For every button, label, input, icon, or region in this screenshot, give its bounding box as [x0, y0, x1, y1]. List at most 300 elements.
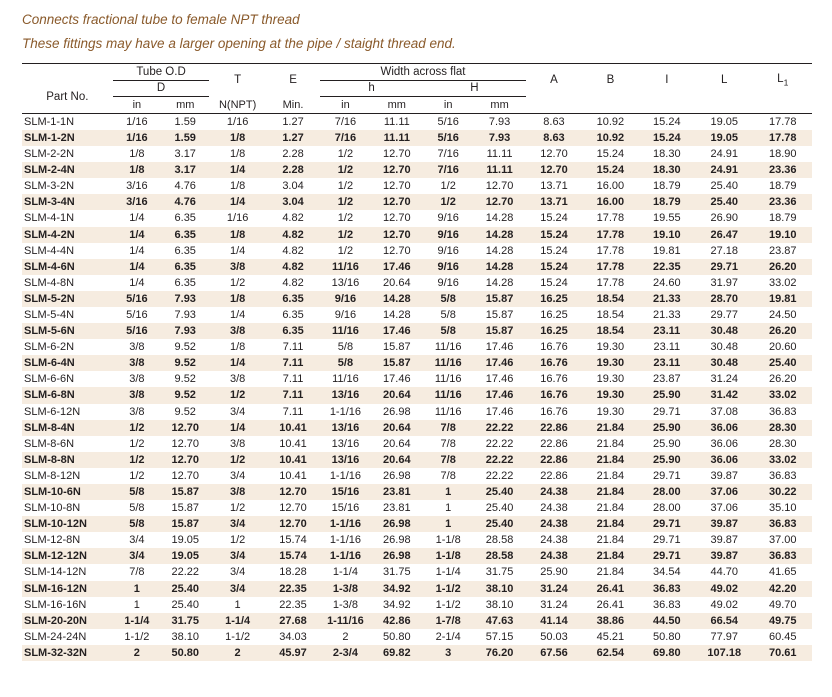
cell-a: 22.86: [540, 421, 568, 434]
cell-b: 21.84: [596, 518, 625, 531]
cell-l1: 18.79: [768, 212, 797, 225]
cell-l1: 17.78: [768, 115, 797, 128]
cell-H_mm: 12.70: [485, 180, 514, 193]
cell-h_in: 1/2: [337, 228, 354, 241]
table-row: [22, 323, 812, 339]
cell-H_in: 7/16: [437, 164, 459, 177]
cell-part-no: SLM-2-2N: [24, 148, 75, 161]
cell-a: 16.25: [540, 292, 568, 305]
cell-l1: 26.20: [768, 373, 797, 386]
cell-a: 67.56: [540, 646, 568, 659]
cell-H_in: 11/16: [434, 405, 462, 418]
cell-H_in: 11/16: [434, 389, 462, 402]
cell-h_in: 1-11/16: [327, 614, 364, 627]
cell-tube_in: 5/16: [126, 292, 148, 305]
cell-t: 1: [234, 598, 241, 611]
cell-l1: 23.36: [768, 164, 797, 177]
cell-H_in: 7/8: [440, 469, 456, 482]
cell-tube_in: 3/16: [126, 196, 148, 209]
cell-e: 3.04: [282, 196, 304, 209]
cell-tube_in: 1/4: [129, 244, 145, 257]
header-unit-i: [639, 96, 695, 113]
cell-H_mm: 17.46: [485, 389, 514, 402]
cell-l: 25.40: [710, 196, 739, 209]
cell-H_mm: 11.11: [486, 164, 513, 177]
cell-l: 49.02: [710, 598, 739, 611]
cell-h_in: 1/2: [337, 212, 354, 225]
cell-l: 36.06: [710, 437, 739, 450]
cell-i: 28.00: [653, 486, 681, 498]
cell-h_mm: 14.28: [383, 308, 411, 321]
cell-a: 16.25: [540, 308, 568, 321]
cell-h_in: 13/16: [331, 437, 360, 450]
header-row-units: [22, 96, 812, 113]
cell-H_in: 11/16: [434, 373, 462, 386]
cell-H_in: 5/16: [437, 131, 459, 144]
cell-part-no: SLM-12-8N: [24, 534, 81, 547]
cell-H_mm: 22.22: [485, 437, 514, 450]
cell-l: 27.18: [710, 244, 739, 257]
cell-i: 23.11: [653, 341, 681, 354]
cell-l: 107.18: [707, 646, 742, 659]
cell-l: 28.70: [710, 292, 739, 305]
cell-part-no: SLM-8-12N: [24, 469, 81, 482]
cell-i: 36.83: [653, 582, 681, 595]
cell-tube_in: 5/16: [126, 325, 148, 338]
cell-h_mm: 12.70: [383, 196, 411, 209]
cell-h_in: 2-3/4: [332, 646, 358, 659]
cell-H_mm: 7.93: [488, 131, 511, 144]
cell-e: 4.82: [282, 244, 304, 257]
cell-b: 17.78: [596, 260, 625, 273]
cell-tube_in: 1-1/4: [124, 614, 150, 627]
cell-tube_in: 3/8: [129, 405, 145, 418]
cell-H_mm: 22.22: [485, 453, 514, 466]
table-row: [22, 516, 812, 532]
cell-a: 41.14: [540, 614, 568, 627]
cell-a: 12.70: [540, 148, 568, 161]
cell-tube_mm: 1.59: [174, 131, 196, 144]
header-d: D: [113, 80, 210, 96]
cell-H_mm: 57.15: [485, 630, 514, 643]
cell-l1: 36.83: [768, 550, 797, 563]
header-e: E: [266, 63, 320, 96]
cell-b: 26.41: [596, 582, 625, 595]
cell-l1: 36.83: [768, 405, 797, 418]
cell-part-no: SLM-3-2N: [24, 180, 75, 193]
cell-H_in: 7/8: [440, 453, 456, 466]
table-row: [22, 484, 812, 500]
cell-l1: 26.20: [768, 325, 797, 338]
cell-l1: 26.20: [768, 260, 797, 273]
cell-l: 44.70: [710, 566, 739, 579]
cell-e: 7.11: [282, 389, 304, 402]
cell-i: 21.33: [653, 308, 681, 321]
cell-l1: 30.22: [768, 486, 797, 498]
cell-l: 37.08: [710, 405, 739, 418]
cell-t: 3/4: [229, 405, 246, 418]
header-unit-h-mm: mm: [387, 98, 406, 111]
cell-H_in: 1/2: [440, 180, 456, 193]
header-blank-partno: [22, 63, 113, 80]
cell-t: 3/8: [229, 325, 246, 338]
cell-l1: 35.10: [768, 502, 797, 515]
cell-i: 25.90: [653, 389, 681, 402]
cell-part-no: SLM-4-2N: [24, 228, 75, 241]
cell-H_in: 11/16: [434, 357, 462, 370]
header-width-across-flat: Width across flat: [320, 63, 526, 80]
cell-part-no: SLM-2-4N: [24, 164, 75, 177]
cell-H_in: 11/16: [434, 341, 462, 354]
cell-tube_in: 1/8: [129, 148, 145, 161]
cell-l1: 25.40: [768, 357, 797, 370]
cell-b: 18.54: [596, 292, 625, 305]
cell-h_in: 1/2: [337, 196, 354, 209]
cell-i: 29.71: [653, 518, 681, 531]
cell-part-no: SLM-6-6N: [24, 373, 75, 386]
table-row: [22, 371, 812, 387]
cell-l1: 28.30: [768, 437, 797, 450]
cell-h_in: 1/2: [337, 148, 354, 161]
cell-e: 22.35: [279, 582, 307, 595]
cell-H_in: 7/8: [440, 437, 456, 450]
cell-b: 19.30: [596, 357, 625, 370]
table-row: [22, 597, 812, 613]
cell-l1: 23.36: [768, 196, 797, 209]
cell-i: 28.00: [653, 502, 681, 515]
header-b: B: [582, 63, 638, 96]
cell-H_mm: 28.58: [485, 550, 514, 563]
cell-tube_in: 5/8: [129, 502, 145, 515]
cell-part-no: SLM-8-8N: [24, 453, 75, 466]
cell-l1: 17.78: [768, 131, 797, 144]
cell-h_in: 2: [342, 630, 349, 643]
cell-H_mm: 15.87: [485, 292, 514, 305]
table-row: [22, 146, 812, 162]
cell-a: 16.76: [540, 373, 568, 386]
cell-tube_mm: 12.70: [171, 453, 199, 466]
cell-H_mm: 17.46: [485, 405, 514, 418]
cell-h_mm: 11.11: [383, 115, 410, 128]
header-unit-e: Min.: [282, 98, 304, 111]
header-l1: [753, 63, 812, 96]
cell-tube_mm: 9.52: [174, 373, 196, 386]
cell-e: 6.35: [282, 292, 304, 305]
table-row: [22, 259, 812, 275]
cell-part-no: SLM-4-8N: [24, 276, 75, 289]
cell-tube_mm: 12.70: [171, 421, 199, 434]
cell-t: 1/4: [229, 196, 246, 209]
cell-b: 17.78: [596, 276, 625, 289]
cell-t: 1-1/4: [225, 614, 251, 627]
cell-l1: 33.02: [768, 276, 797, 289]
cell-e: 4.82: [282, 228, 304, 241]
specification-table: [22, 63, 812, 661]
cell-h_in: 7/16: [334, 115, 357, 128]
table-row: [22, 355, 812, 371]
table-row: [22, 130, 812, 146]
cell-a: 16.76: [540, 341, 568, 354]
cell-b: 45.21: [596, 630, 625, 643]
cell-a: 22.86: [540, 453, 568, 466]
cell-H_in: 9/16: [437, 212, 459, 225]
cell-h_mm: 26.98: [383, 469, 411, 482]
cell-i: 18.79: [653, 180, 681, 193]
header-t: T: [209, 63, 265, 96]
cell-h_mm: 23.81: [383, 486, 411, 498]
cell-l: 39.87: [710, 550, 739, 563]
cell-i: 18.30: [653, 148, 681, 161]
cell-b: 18.54: [596, 325, 625, 338]
cell-i: 50.80: [653, 630, 681, 643]
cell-H_mm: 14.28: [485, 260, 514, 273]
table-row: [22, 404, 812, 420]
cell-H_mm: 28.58: [485, 534, 514, 547]
cell-H_in: 7/8: [440, 421, 456, 434]
cell-h_in: 5/8: [337, 357, 354, 370]
cell-tube_mm: 3.17: [174, 148, 196, 161]
cell-t: 3/4: [229, 550, 246, 563]
table-row: [22, 275, 812, 291]
cell-t: 1/8: [229, 180, 246, 193]
table-row: [22, 243, 812, 259]
cell-l1: 19.81: [768, 292, 797, 305]
cell-tube_mm: 9.52: [174, 405, 196, 418]
cell-part-no: SLM-1-1N: [24, 115, 75, 128]
cell-e: 2.28: [282, 148, 304, 161]
cell-h_in: 9/16: [334, 308, 357, 321]
cell-h_mm: 20.64: [383, 453, 411, 466]
cell-H_mm: 38.10: [485, 582, 514, 595]
table-row: [22, 629, 812, 645]
cell-l: 39.87: [710, 518, 739, 531]
cell-b: 21.84: [596, 421, 625, 434]
cell-e: 18.28: [279, 566, 307, 579]
table-row: [22, 645, 812, 661]
table-row: [22, 291, 812, 307]
cell-part-no: SLM-5-6N: [24, 325, 75, 338]
cell-l: 26.90: [710, 212, 739, 225]
cell-tube_mm: 1.59: [174, 115, 196, 128]
cell-tube_in: 1/4: [129, 212, 145, 225]
cell-l: 77.97: [710, 630, 739, 643]
table-row: [22, 420, 812, 436]
cell-H_in: 9/16: [437, 228, 459, 241]
cell-tube_mm: 12.70: [171, 437, 199, 450]
cell-i: 29.71: [653, 550, 681, 563]
cell-H_in: 5/8: [440, 308, 456, 321]
cell-l1: 20.60: [768, 341, 797, 354]
cell-tube_in: 3/16: [126, 180, 148, 193]
header-i: I: [639, 63, 695, 96]
cell-tube_mm: 15.87: [171, 486, 199, 498]
cell-e: 2.28: [282, 164, 304, 177]
cell-h_in: 1-3/8: [332, 598, 358, 611]
cell-tube_in: 3/4: [129, 534, 145, 547]
cell-l: 37.06: [710, 486, 739, 498]
cell-H_in: 7/16: [437, 148, 459, 161]
cell-i: 18.30: [653, 164, 681, 177]
cell-tube_mm: 6.35: [174, 228, 196, 241]
cell-a: 8.63: [543, 115, 565, 128]
cell-part-no: SLM-4-1N: [24, 212, 75, 225]
cell-i: 29.71: [653, 405, 681, 418]
header-h-upper: H: [423, 80, 526, 96]
cell-h_in: 9/16: [334, 292, 357, 305]
cell-tube_mm: 22.22: [171, 566, 199, 579]
cell-e: 4.82: [282, 276, 304, 289]
cell-part-no: SLM-10-12N: [24, 518, 87, 531]
table-row: [22, 387, 812, 403]
table-row: [22, 452, 812, 468]
cell-t: 1/16: [226, 212, 249, 225]
cell-tube_in: 5/8: [129, 486, 145, 498]
cell-part-no: SLM-5-4N: [24, 308, 75, 321]
cell-b: 26.41: [596, 598, 625, 611]
cell-t: 1/2: [229, 276, 246, 289]
cell-H_mm: 25.40: [485, 486, 514, 498]
table-body: [22, 113, 812, 661]
cell-a: 16.25: [540, 325, 568, 338]
cell-i: 15.24: [653, 115, 681, 128]
cell-b: 21.84: [596, 437, 625, 450]
cell-part-no: SLM-6-2N: [24, 341, 75, 354]
cell-b: 21.84: [596, 566, 625, 579]
cell-h_mm: 12.70: [383, 164, 411, 177]
cell-H_mm: 17.46: [485, 373, 514, 386]
cell-tube_mm: 25.40: [171, 598, 199, 611]
cell-H_in: 9/16: [437, 260, 459, 273]
cell-e: 45.97: [279, 646, 307, 659]
cell-tube_mm: 9.52: [174, 389, 196, 402]
cell-H_in: 1-1/8: [435, 534, 461, 547]
cell-i: 29.71: [653, 534, 681, 547]
cell-l1: 41.65: [768, 566, 797, 579]
cell-h_in: 13/16: [331, 389, 360, 402]
table-row: [22, 307, 812, 323]
cell-t: 1-1/2: [225, 630, 251, 643]
cell-i: 19.81: [653, 244, 681, 257]
cell-l: 29.77: [710, 308, 739, 321]
cell-e: 10.41: [279, 469, 307, 482]
cell-tube_in: 1/4: [129, 260, 145, 273]
cell-b: 17.78: [596, 228, 625, 241]
table-row: [22, 227, 812, 243]
cell-h_in: 1/2: [337, 164, 354, 177]
cell-tube_in: 2: [133, 646, 140, 659]
cell-t: 1/4: [229, 308, 246, 321]
cell-H_in: 1-1/8: [435, 550, 461, 563]
cell-l: 30.48: [710, 341, 739, 354]
cell-H_in: 5/8: [440, 325, 456, 338]
cell-h_mm: 26.98: [383, 518, 411, 531]
cell-part-no: SLM-12-12N: [24, 550, 87, 563]
cell-a: 16.76: [540, 405, 568, 418]
table-row: [22, 178, 812, 194]
cell-tube_in: 3/8: [129, 357, 145, 370]
cell-b: 10.92: [596, 115, 625, 128]
cell-t: 3/8: [229, 260, 246, 273]
cell-H_in: 1-1/2: [435, 582, 461, 595]
intro-line-1: Connects fractional tube to female NPT thread: [22, 12, 300, 27]
cell-h_mm: 34.92: [383, 598, 411, 611]
cell-l1: 19.10: [768, 228, 797, 241]
cell-tube_in: 1: [133, 598, 140, 611]
cell-tube_mm: 6.35: [174, 276, 196, 289]
cell-tube_in: 1/4: [129, 228, 145, 241]
cell-l1: 70.61: [768, 646, 797, 659]
cell-l: 26.47: [710, 228, 739, 241]
header-part-no: Part No.: [46, 90, 89, 103]
cell-H_mm: 11.11: [486, 148, 513, 161]
cell-part-no: SLM-32-32N: [24, 646, 87, 659]
cell-tube_in: 1/2: [129, 421, 145, 434]
cell-part-no: SLM-4-6N: [24, 260, 75, 273]
cell-h_in: 1-1/16: [329, 469, 362, 482]
cell-t: 1/2: [229, 534, 246, 547]
cell-l1: 23.87: [768, 244, 797, 257]
cell-H_in: 1: [445, 486, 452, 498]
cell-part-no: SLM-8-6N: [24, 437, 75, 450]
header-row-group: [22, 63, 812, 80]
cell-i: 34.54: [653, 566, 681, 579]
cell-l: 36.06: [710, 453, 739, 466]
cell-tube_mm: 25.40: [171, 582, 199, 595]
cell-e: 27.68: [279, 614, 307, 627]
cell-i: 25.90: [653, 453, 681, 466]
cell-tube_in: 1/8: [129, 164, 145, 177]
cell-h_mm: 12.70: [383, 228, 411, 241]
cell-H_in: 1/2: [440, 196, 456, 209]
cell-tube_mm: 6.35: [174, 212, 196, 225]
cell-tube_in: 1-1/2: [124, 630, 150, 643]
cell-h_mm: 15.87: [383, 357, 411, 370]
cell-tube_mm: 4.76: [174, 196, 196, 209]
cell-tube_in: 3/8: [129, 373, 145, 386]
header-l: L: [695, 63, 753, 96]
cell-a: 31.24: [540, 598, 568, 611]
cell-e: 4.82: [282, 260, 304, 273]
cell-H_in: 9/16: [437, 244, 459, 257]
cell-l: 37.06: [710, 502, 739, 515]
cell-a: 22.86: [540, 437, 568, 450]
cell-a: 31.24: [540, 582, 568, 595]
cell-h_in: 1-1/16: [329, 550, 362, 563]
cell-a: 24.38: [540, 518, 568, 531]
cell-i: 36.83: [653, 598, 681, 611]
cell-i: 25.90: [653, 421, 681, 434]
cell-b: 10.92: [596, 131, 625, 144]
cell-h_in: 13/16: [331, 421, 360, 434]
header-h-lower: h: [320, 80, 423, 96]
cell-l: 31.97: [710, 276, 739, 289]
table-head: [22, 63, 812, 113]
cell-tube_in: 7/8: [129, 566, 145, 579]
cell-tube_mm: 38.10: [171, 630, 199, 643]
cell-b: 19.30: [596, 405, 625, 418]
cell-l1: 33.02: [768, 453, 797, 466]
table-row: [22, 613, 812, 629]
cell-l: 30.48: [710, 325, 739, 338]
cell-tube_mm: 15.87: [171, 502, 199, 515]
cell-a: 15.24: [540, 228, 568, 241]
cell-l: 49.02: [710, 582, 739, 595]
cell-h_mm: 12.70: [383, 212, 411, 225]
cell-e: 22.35: [279, 598, 307, 611]
cell-tube_in: 1/16: [126, 131, 148, 144]
cell-e: 7.11: [282, 341, 304, 354]
cell-b: 15.24: [596, 164, 625, 177]
